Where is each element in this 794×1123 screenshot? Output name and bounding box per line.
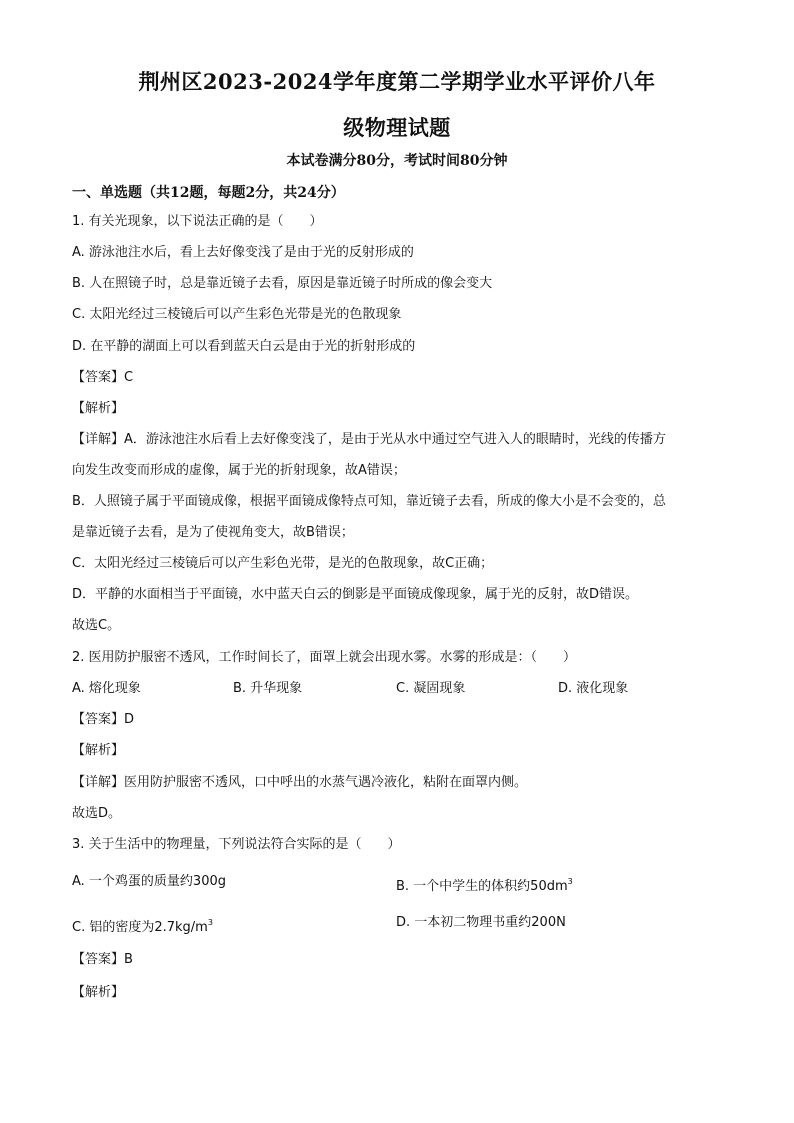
q1-stem: 1. 有关光现象，以下说法正确的是（ ） [72, 214, 323, 229]
q2-detail-line: 【详解】医用防护服密不透风，口中呼出的水蒸气遇冷液化，粘附在面罩内侧。 [72, 775, 528, 790]
q2-stem: 2. 医用防护服密不透风，工作时间长了，面罩上就会出现水雾。水雾的形成是：（ ） [72, 650, 577, 665]
q3-option-c-text: C. 铝的密度为2.7kg/m [72, 920, 208, 935]
q3-analysis-label: 【解析】 [72, 985, 125, 1000]
q3-option-b-text: B. 一个中学生的体积约50dm [396, 879, 568, 894]
q1-detail-line: 向发生改变而形成的虚像，属于光的折射现象，故A错误； [72, 463, 406, 478]
q1-detail-line: 是靠近镜子去看，是为了使视角变大，故B错误； [72, 525, 354, 540]
q3-stem: 3. 关于生活中的物理量，下列说法符合实际的是（ ） [72, 837, 401, 852]
q1-detail-line: C．太阳光经过三棱镜后可以产生彩色光带，是光的色散现象，故C正确； [72, 556, 494, 571]
exam-subtitle: 本试卷满分80分，考试时间80分钟 [286, 153, 508, 169]
q1-detail-line: 【详解】A．游泳池注水后看上去好像变浅了，是由于光从水中通过空气进入人的眼睛时，光线的传播方 [72, 432, 666, 447]
q2-option-d: D. 液化现象 [558, 681, 629, 696]
q3-option-b [396, 872, 573, 897]
q2-analysis-label: 【解析】 [72, 743, 125, 758]
q1-answer: 【答案】C [72, 370, 134, 385]
q1-analysis-label: 【解析】 [72, 401, 125, 416]
q3-answer: 【答案】B [72, 952, 133, 967]
q3-option-c-sup: 3 [207, 918, 213, 927]
q1-detail-line: 故选C。 [72, 618, 121, 633]
q1-option-c: C. 太阳光经过三棱镜后可以产生彩色光带是光的色散现象 [72, 307, 402, 322]
q2-answer: 【答案】D [72, 712, 135, 727]
q1-option-d: D. 在平静的湖面上可以看到蓝天白云是由于光的折射形成的 [72, 339, 416, 354]
q3-option-d: D. 一本初二物理书重约200N [396, 915, 566, 930]
exam-title-line1: 荆州区2023-2024学年度第二学期学业水平评价八年 [138, 69, 656, 94]
q3-option-b-sup: 3 [567, 877, 573, 886]
q1-detail-line: B．人照镜子属于平面镜成像，根据平面镜成像特点可知，靠近镜子去看，所成的像大小是不会变的，总 [72, 494, 666, 509]
q1-option-a: A. 游泳池注水后，看上去好像变浅了是由于光的反射形成的 [72, 245, 414, 260]
exam-title-line2: 级物理试题 [343, 115, 451, 140]
q3-option-a: A. 一个鸡蛋的质量约300g [72, 874, 226, 889]
section-heading: 一、单选题（共12题，每题2分，共24分） [72, 185, 345, 201]
q2-option-b: B. 升华现象 [233, 681, 303, 696]
q1-detail-line: D．平静的水面相当于平面镜，水中蓝天白云的倒影是平面镜成像现象，属于光的反射，故D错误。 [72, 587, 639, 602]
q3-option-c [72, 913, 213, 938]
q2-detail-line: 故选D。 [72, 806, 122, 821]
q2-option-c: C. 凝固现象 [396, 681, 466, 696]
q2-option-a: A. 熔化现象 [72, 681, 141, 696]
q1-option-b: B. 人在照镜子时，总是靠近镜子去看，原因是靠近镜子时所成的像会变大 [72, 276, 493, 291]
